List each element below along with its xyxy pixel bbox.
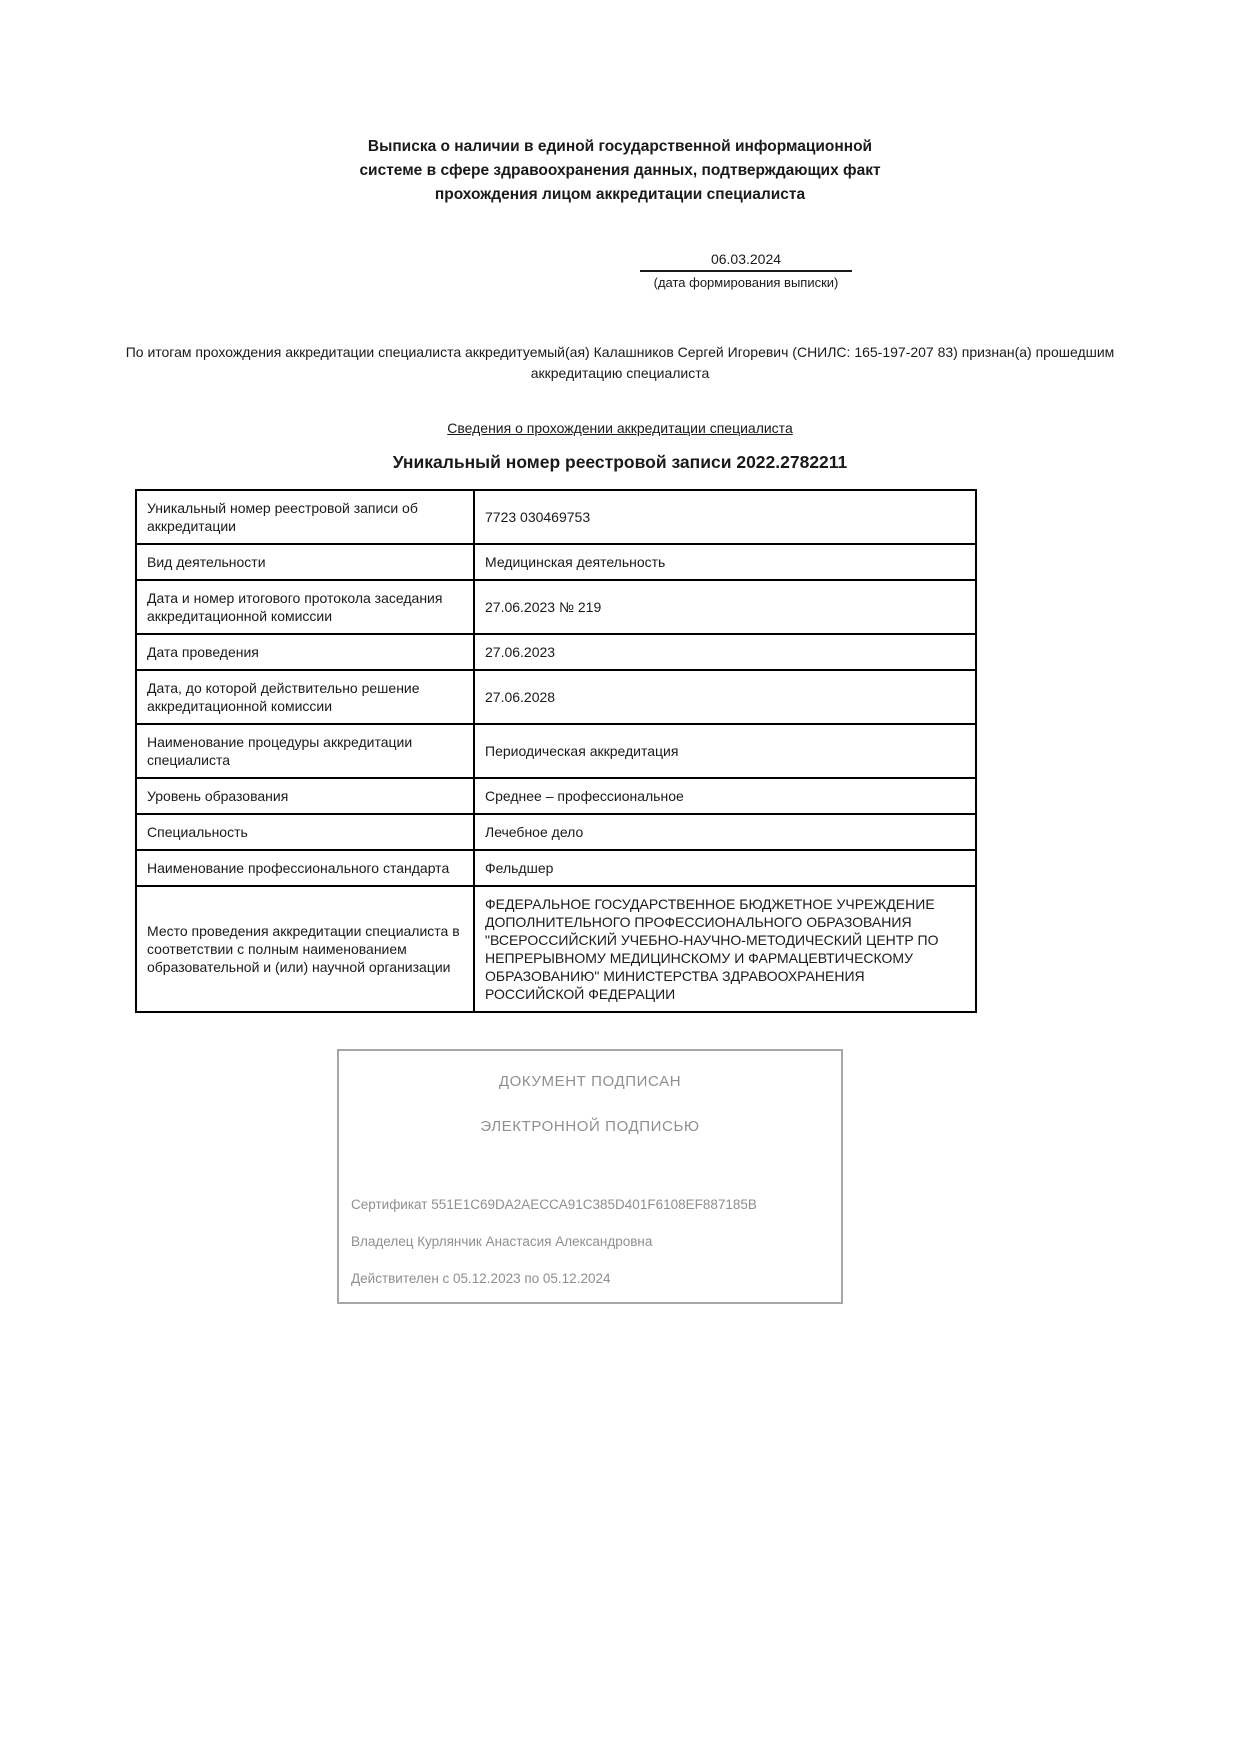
table-row bbox=[136, 778, 976, 814]
row-value: 27.06.2023 bbox=[474, 634, 976, 670]
row-value: Среднее – профессиональное bbox=[474, 778, 976, 814]
signature-title-line-2: ЭЛЕКТРОННОЙ ПОДПИСЬЮ bbox=[480, 1118, 700, 1135]
issue-date-block bbox=[640, 251, 852, 290]
section-heading: Сведения о прохождении аккредитации специалиста bbox=[447, 420, 793, 436]
issue-date-caption: (дата формирования выписки) bbox=[653, 275, 839, 290]
row-value: Медицинская деятельность bbox=[474, 544, 976, 580]
table-row bbox=[136, 670, 976, 724]
table-row bbox=[136, 850, 976, 886]
row-label: Место проведения аккредитации специалиста в соответствии с полным наименованием образовательной и (или) научной организации bbox=[136, 886, 474, 1012]
row-label: Дата и номер итогового протокола заседания аккредитационной комиссии bbox=[136, 580, 474, 634]
row-value: 27.06.2028 bbox=[474, 670, 976, 724]
accreditation-table bbox=[135, 489, 977, 1013]
electronic-signature-stamp bbox=[337, 1049, 843, 1304]
table-row bbox=[136, 490, 976, 544]
table-row bbox=[136, 724, 976, 778]
table-row bbox=[136, 544, 976, 580]
registry-number-heading: Уникальный номер реестровой записи 2022.2782211 bbox=[392, 452, 848, 472]
row-value: ФЕДЕРАЛЬНОЕ ГОСУДАРСТВЕННОЕ БЮДЖЕТНОЕ УЧРЕЖДЕНИЕ ДОПОЛНИТЕЛЬНОГО ПРОФЕССИОНАЛЬНОГО ОБРАЗОВАНИЯ "ВСЕРОССИЙСКИЙ УЧЕБНО-НАУЧНО-МЕТОДИЧЕСКИЙ ЦЕНТР ПО НЕПРЕРЫВНОМУ МЕДИЦИНСКОМУ И ФАРМАЦЕВТИЧЕСКОМУ ОБРАЗОВАНИЮ" МИНИСТЕРСТВА ЗДРАВООХРАНЕНИЯ РОССИЙСКОЙ ФЕДЕРАЦИИ bbox=[474, 886, 976, 1012]
row-label: Специальность bbox=[136, 814, 474, 850]
row-label: Наименование профессионального стандарта bbox=[136, 850, 474, 886]
row-value: 7723 030469753 bbox=[474, 490, 976, 544]
table-row bbox=[136, 580, 976, 634]
row-label: Наименование процедуры аккредитации специалиста bbox=[136, 724, 474, 778]
signature-owner: Владелец Курлянчик Анастасия Александровна bbox=[351, 1234, 653, 1249]
row-label: Дата проведения bbox=[136, 634, 474, 670]
row-value: Периодическая аккредитация bbox=[474, 724, 976, 778]
issue-date: 06.03.2024 bbox=[640, 251, 852, 272]
table-row bbox=[136, 814, 976, 850]
signature-title-line-1: ДОКУМЕНТ ПОДПИСАН bbox=[498, 1073, 682, 1090]
row-value: Лечебное дело bbox=[474, 814, 976, 850]
table-row bbox=[136, 886, 976, 1012]
table-row bbox=[136, 634, 976, 670]
row-label: Уровень образования bbox=[136, 778, 474, 814]
signature-certificate: Сертификат 551E1C69DA2AECCA91C385D401F6108EF887185B bbox=[351, 1197, 757, 1212]
row-label: Уникальный номер реестровой записи об аккредитации bbox=[136, 490, 474, 544]
intro-paragraph: По итогам прохождения аккредитации специалиста аккредитуемый(ая) Калашников Сергей Игоревич (СНИЛС: 165-197-207 83) признан(а) прошедшим аккредитацию специалиста bbox=[125, 344, 1115, 381]
page-title: Выписка о наличии в единой государственной информационной системе в сфере здравоохранения данных, подтверждающих факт прохождения лицом аккредитации специалиста bbox=[359, 138, 881, 203]
signature-validity: Действителен с 05.12.2023 по 05.12.2024 bbox=[351, 1271, 611, 1286]
row-label: Дата, до которой действительно решение аккредитационной комиссии bbox=[136, 670, 474, 724]
row-label: Вид деятельности bbox=[136, 544, 474, 580]
row-value: Фельдшер bbox=[474, 850, 976, 886]
row-value: 27.06.2023 № 219 bbox=[474, 580, 976, 634]
